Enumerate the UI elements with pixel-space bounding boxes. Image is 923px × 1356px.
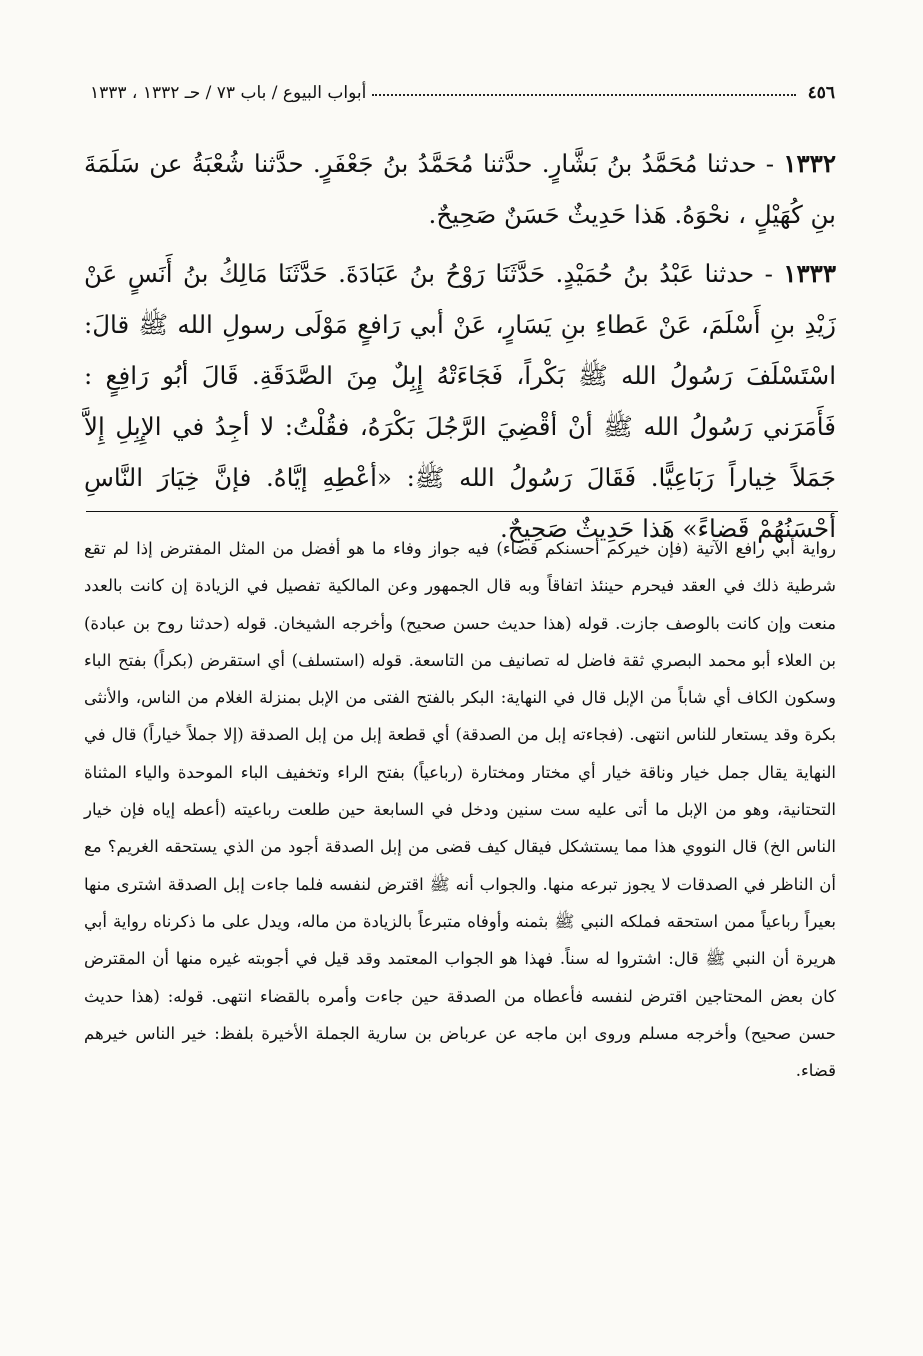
running-title: أبواب البيوع / باب ٧٣ / حـ ١٣٣٢ ، ١٣٣٣: [90, 83, 367, 103]
commentary-text: رواية أبي رافع الآتية (فإن خيركم أحسنكم قضاء) فيه جواز وفاء ما هو أفضل من المثل المفترض إذا لم تقع شرطية ذلك في العقد فيحرم حينئذ اتفاقاً وبه قال الجمهور وعن المالكية تفصيل في الزيادة إن كانت بالعدد منعت وإن كانت بالوصف جازت. قوله (هذا حديث حسن صحيح) وأخرجه الشيخان. قوله (حدثنا روح بن عبادة) بن العلاء أبو محمد البصري ثقة فاضل له تصانيف من التاسعة. قوله (استسلف) أي استقرض (بكراً) بفتح الباء وسكون الكاف أي شاباً من الإبل قال في النهاية: البكر بالفتح الفتى من الإبل بمنزلة الغلام من الناس، والأنثى بكرة وقد يستعار للناس انتهى. (فجاءته إبل من الصدقة) أي قطعة إبل من إبل الصدقة (إلا جملاً خياراً) قال في النهاية يقال جمل خيار وناقة خيار أي مختار ومختارة (رباعياً) بفتح الراء وتخفيف الباء الموحدة والياء المثناة التحتانية، وهو من الإبل ما أتى عليه ست سنين ودخل في السابعة حين طلعت رباعيته (أعطه إياه فإن خيار الناس الخ) قال النووي هذا مما يستشكل فيقال كيف قضى من إبل الصدقة أجود من الذي يستحقه الغريم؟ مع أن الناظر في الصدقات لا يجوز تبرعه منها. والجواب أنه ﷺ اقترض لنفسه فلما جاءت إبل الصدقة اشترى منها بعيراً رباعياً ممن استحقه فملكه النبي ﷺ بثمنه وأوفاه متبرعاً بالزيادة من ماله، ويدل على ما ذكرناه رواية أبي هريرة أن النبي ﷺ قال: اشتروا له سناً. فهذا هو الجواب المعتمد وقد قيل في أجوبته غيره منها أن المقترض كان بعض المحتاجين اقترض لنفسه فأعطاه من الصدقة حين جاءت وأمره بالقضاء انتهى. قوله: (هذا حديث حسن صحيح) وأخرجه مسلم وروى ابن ماجه عن عرباض بن سارية الجملة الأخيرة بلفظ: خير الناس خيرهم قضاء.: [84, 539, 836, 1081]
hadith-body: - حدثنا مُحَمَّدُ بنُ بَشَّارٍ. حدَّثنا مُحَمَّدُ بنُ جَعْفَرٍ. حدَّثنا شُعْبَةُ عن سَلَمَةَ بنِ كُهَيْلٍ ، نحْوَهُ. هَذا حَدِيثٌ حَسَنٌ صَحِيحٌ.: [84, 149, 836, 229]
footnote-separator: [86, 511, 838, 512]
hadith-1333: [84, 248, 836, 554]
page-header: [90, 78, 835, 108]
header-dotted-leader: [372, 94, 795, 96]
hadith-1332: [84, 138, 836, 240]
page-number: ٤٥٦: [807, 83, 835, 103]
hadith-number: ١٣٣٣: [783, 259, 836, 288]
hadith-text-block: [84, 138, 836, 554]
hadith-number: ١٣٣٢: [783, 149, 836, 178]
hadith-body: - حدثنا عَبْدُ بنُ حُمَيْدٍ. حَدَّثَنَا رَوْحُ بنُ عَبَادَةَ. حَدَّثَنَا مَالِكُ بنُ أَنَسٍ عَنْ زَيْدِ بنِ أَسْلَمَ، عَنْ عَطاءِ بنِ يَسَارٍ، عَنْ أبي رَافعٍ مَوْلَى رسولِ الله ﷺ قالَ: اسْتَسْلَفَ رَسُولُ الله ﷺ بَكْراً، فَجَاءَتْهُ إِبِلٌ مِنَ الصَّدَقَةِ. قَالَ أبُو رَافِعٍ : فَأَمَرَني رَسُولُ الله ﷺ أنْ أقْضِيَ الرَّجُلَ بَكْرَهُ، فقُلْتُ: لا أجِدُ في الإِبِلِ إِلاَّ جَمَلاً خِياراً رَبَاعِيًّا. فَقَالَ رَسُولُ الله ﷺ: «أعْطِهِ إيَّاهُ. فإنَّ خِيَارَ النَّاسِ أحْسَنُهُمْ قَضاءً» هَذا حَدِيثٌ صَحِيحٌ.: [84, 259, 836, 543]
commentary-block: [84, 530, 836, 1089]
